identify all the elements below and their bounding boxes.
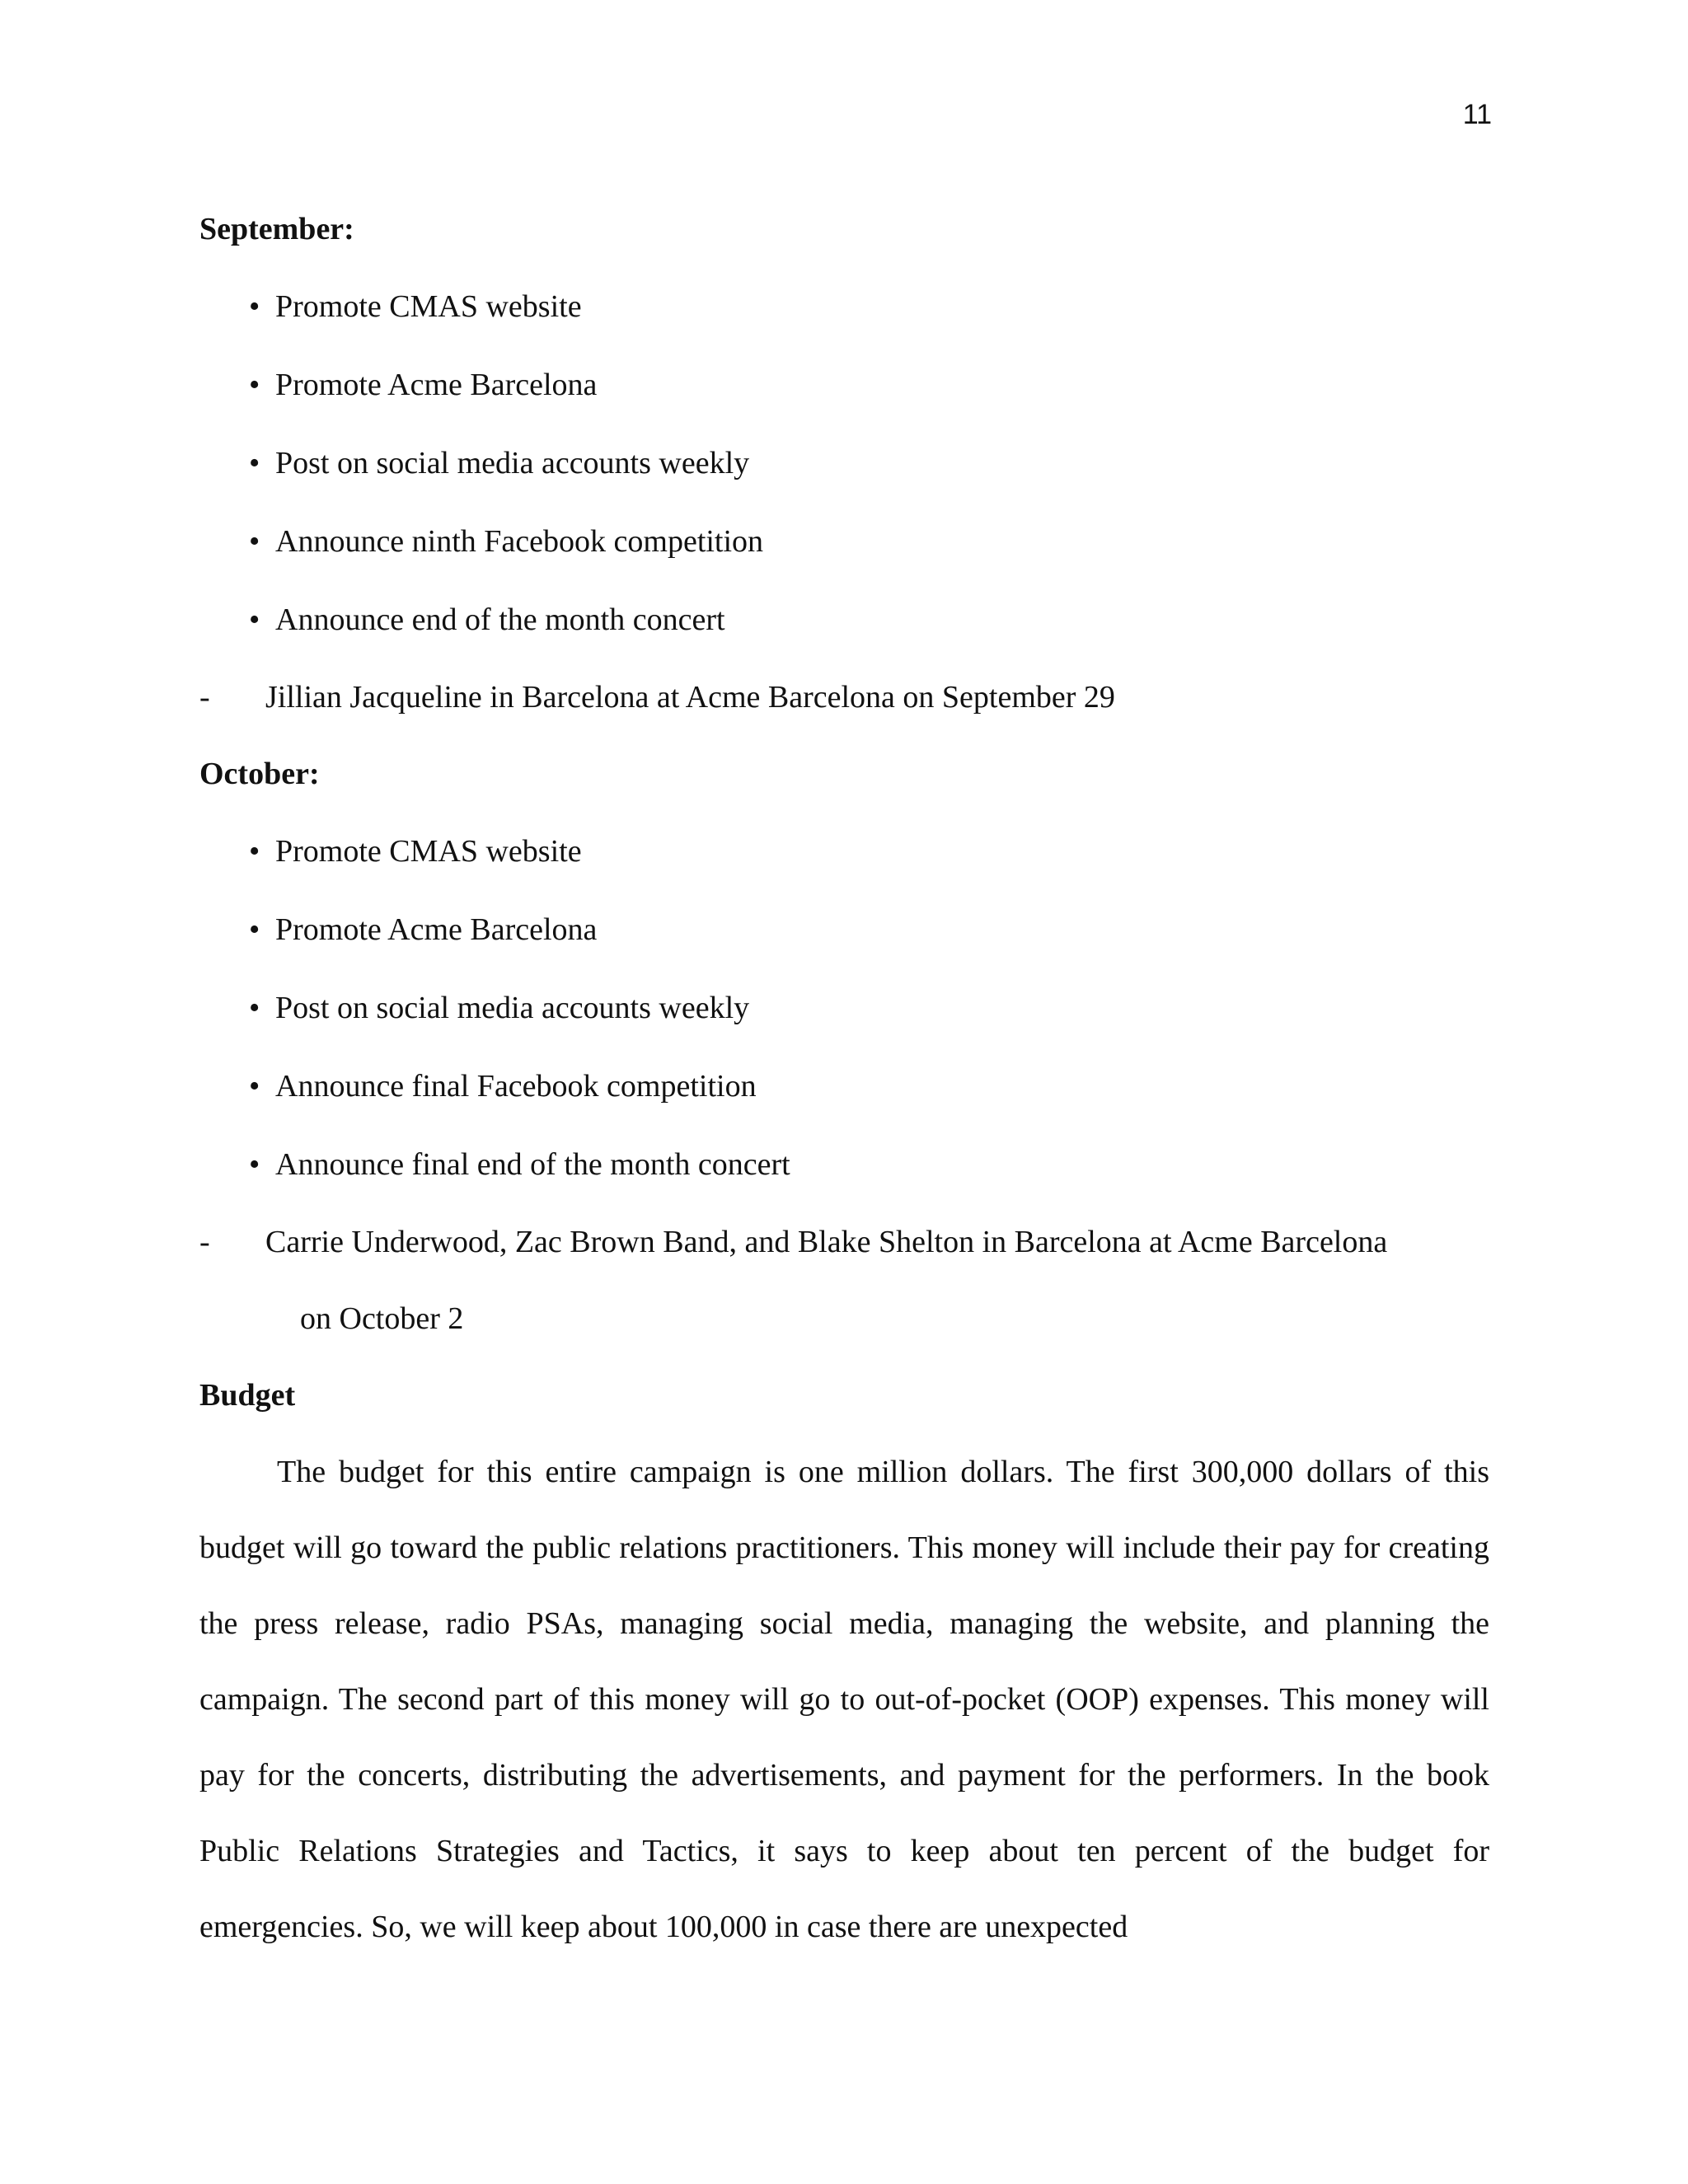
- list-item: [199, 1126, 1489, 1204]
- section-heading-september: September:: [199, 212, 354, 246]
- list-item-text: Post on social media accounts weekly: [275, 991, 750, 1025]
- bullet-icon: •: [249, 446, 260, 480]
- event-text: Jillian Jacqueline in Barcelona at Acme Barcelona on September 29: [265, 680, 1115, 715]
- event-line-october: [199, 1204, 1489, 1357]
- list-item-text: Announce ninth Facebook competition: [275, 524, 764, 559]
- dash-icon: -: [199, 680, 210, 715]
- list-item: [199, 969, 1489, 1047]
- list-item: [199, 424, 1489, 503]
- bullet-icon: •: [249, 602, 260, 637]
- list-item-text: Announce end of the month concert: [275, 602, 725, 637]
- bullet-list-october: [199, 813, 1489, 1204]
- document-body: [199, 191, 1489, 1965]
- dash-icon: -: [199, 1225, 210, 1259]
- list-item: [199, 268, 1489, 346]
- list-item: [199, 891, 1489, 969]
- list-item: [199, 813, 1489, 891]
- list-item-text: Promote Acme Barcelona: [275, 912, 598, 947]
- list-item-text: Promote CMAS website: [275, 834, 582, 869]
- bullet-icon: •: [249, 1069, 260, 1104]
- page-number: 11: [1462, 99, 1492, 130]
- bullet-icon: •: [249, 834, 260, 869]
- event-line-september: [199, 659, 1489, 736]
- bullet-icon: •: [249, 368, 260, 402]
- list-item: [199, 1047, 1489, 1126]
- event-text: Carrie Underwood, Zac Brown Band, and Blake Shelton in Barcelona at Acme Barcelona: [265, 1225, 1388, 1259]
- list-item-text: Announce final Facebook competition: [275, 1069, 757, 1104]
- list-item: [199, 346, 1489, 424]
- bullet-icon: •: [249, 289, 260, 324]
- bullet-icon: •: [249, 912, 260, 947]
- bullet-list-september: [199, 268, 1489, 659]
- budget-paragraph: The budget for this entire campaign is one million dollars. The first 300,000 dollars of this budget will go toward the public relations practitioners. This money will include their pay for creating the press release, radio PSAs, managing social media, managing the website, and planning the campaign. The second part of this money will go to out-of-pocket (OOP) expenses. This money will pay for the concerts, distributing the advertisements, and payment for the performers. In the book Public Relations Strategies and Tactics, it says to keep about ten percent of the budget for emergencies. So, we will keep about 100,000 in case there are unexpected: [199, 1455, 1489, 1944]
- section-heading-october: October:: [199, 757, 320, 791]
- list-item-text: Promote CMAS website: [275, 289, 582, 324]
- event-text-continuation: on October 2: [300, 1301, 464, 1336]
- list-item-text: Post on social media accounts weekly: [275, 446, 750, 480]
- section-heading-budget: Budget: [199, 1378, 296, 1413]
- list-item: [199, 581, 1489, 659]
- list-item-text: Announce final end of the month concert: [275, 1147, 790, 1182]
- bullet-icon: •: [249, 524, 260, 559]
- bullet-icon: •: [249, 1147, 260, 1182]
- list-item-text: Promote Acme Barcelona: [275, 368, 598, 402]
- list-item: [199, 503, 1489, 581]
- bullet-icon: •: [249, 991, 260, 1025]
